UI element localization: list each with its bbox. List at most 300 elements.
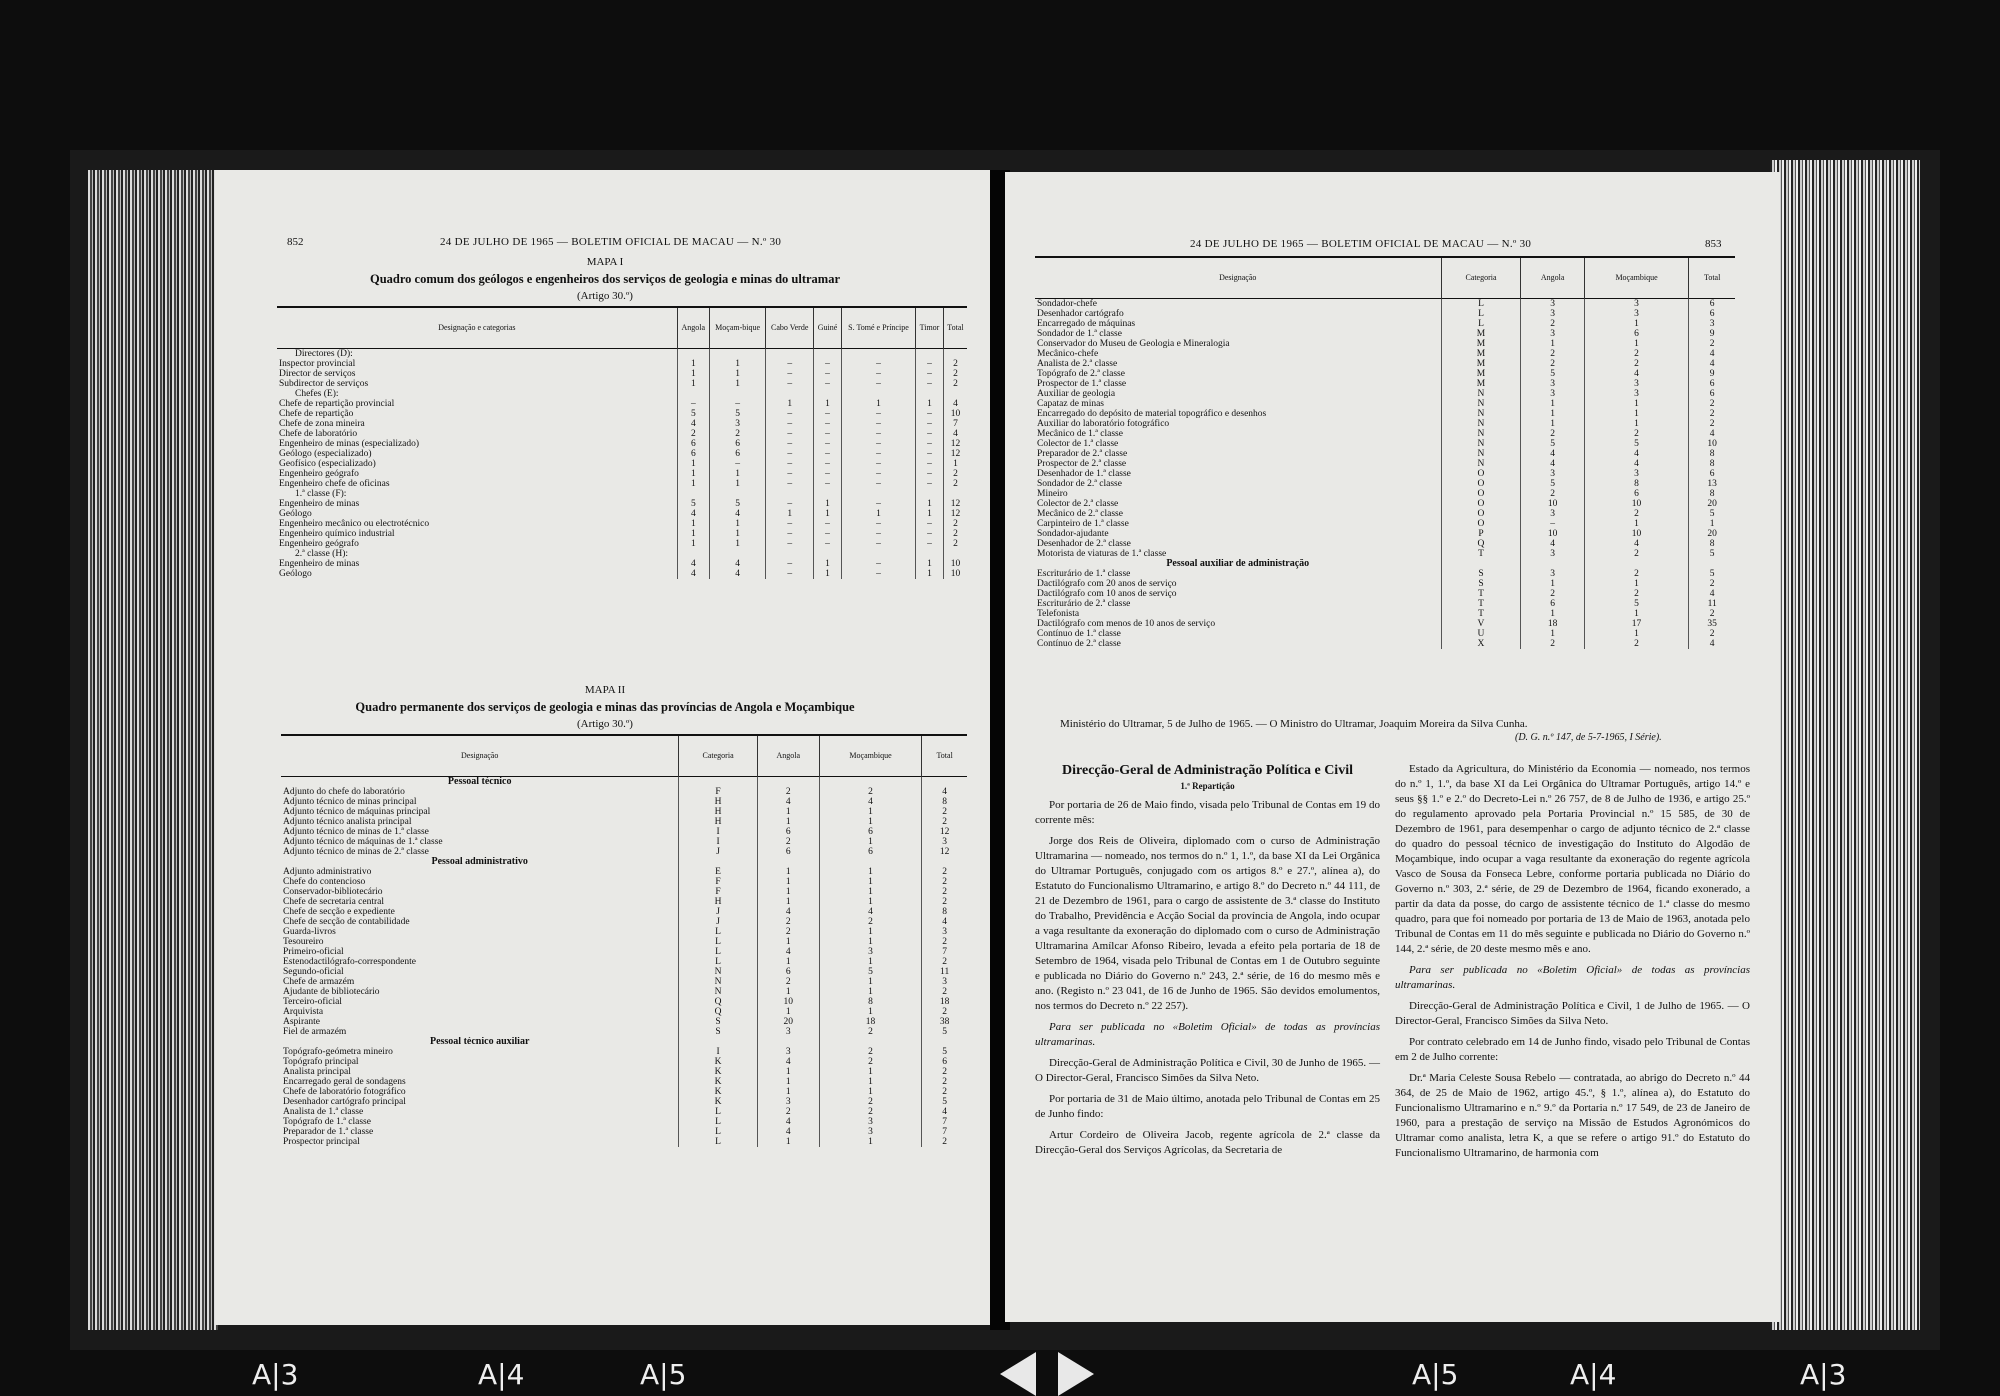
section-row	[281, 1037, 967, 1047]
row-designation: Primeiro-oficial	[281, 947, 679, 957]
table-row	[1035, 549, 1735, 559]
row-value: 2	[943, 369, 967, 379]
row-value: 1	[819, 937, 922, 947]
film-label: A|3	[1800, 1358, 1847, 1391]
empty-cell	[841, 489, 915, 499]
row-value: 35	[1689, 619, 1735, 629]
empty-cell	[922, 777, 967, 788]
row-value: –	[814, 429, 842, 439]
row-designation: Encarregado geral de sondagens	[281, 1077, 679, 1087]
row-value: 2	[922, 817, 967, 827]
row-value: 1	[916, 509, 944, 519]
table-row	[281, 1027, 967, 1037]
row-value: 1	[814, 509, 842, 519]
row-value: 1	[819, 837, 922, 847]
row-value: 6	[1584, 489, 1689, 499]
row-value: 20	[1689, 499, 1735, 509]
row-value: L	[679, 1117, 757, 1127]
row-value: F	[679, 787, 757, 797]
empty-cell	[679, 857, 757, 867]
column-header: Moçambique	[819, 735, 922, 777]
column-header: Angola	[677, 307, 709, 349]
row-value: M	[1441, 369, 1521, 379]
row-value: F	[679, 887, 757, 897]
section-title: Pessoal administrativo	[431, 857, 528, 867]
row-value: –	[709, 459, 765, 469]
empty-cell	[757, 857, 819, 867]
row-value: L	[679, 937, 757, 947]
row-value: 2	[922, 987, 967, 997]
row-value: 4	[709, 569, 765, 579]
row-value: 1	[1584, 409, 1689, 419]
row-designation: Chefe do contencioso	[281, 877, 679, 887]
row-designation: Adjunto do chefe do laboratório	[281, 787, 679, 797]
row-value: 1	[943, 459, 967, 469]
table-row	[1035, 359, 1735, 369]
row-designation: Chefe de repartição	[277, 409, 677, 419]
row-designation: Escriturário de 2.ª classe	[1035, 599, 1441, 609]
table-row	[281, 817, 967, 827]
column-header: Total	[943, 307, 967, 349]
row-value: T	[1441, 609, 1521, 619]
row-value: 4	[1521, 539, 1584, 549]
row-designation: Telefonista	[1035, 609, 1441, 619]
table-row	[1035, 299, 1735, 310]
row-designation: Colector de 2.ª classe	[1035, 499, 1441, 509]
group-title: Directores (D):	[295, 349, 353, 359]
row-value: 8	[922, 907, 967, 917]
row-value: –	[916, 409, 944, 419]
row-value: 2	[1521, 349, 1584, 359]
row-value: N	[679, 987, 757, 997]
row-value: 2	[1689, 419, 1735, 429]
row-value: 6	[757, 967, 819, 977]
row-designation: Dactilógrafo com 20 anos de serviço	[1035, 579, 1441, 589]
row-value: –	[916, 449, 944, 459]
row-designation: Terceiro-oficial	[281, 997, 679, 1007]
row-value: –	[766, 499, 814, 509]
row-value: 2	[922, 1137, 967, 1147]
table-row	[281, 987, 967, 997]
empty-cell	[819, 1037, 922, 1047]
row-value: 1	[1584, 339, 1689, 349]
row-value: 1	[841, 399, 915, 409]
row-value: 2	[819, 787, 922, 797]
film-label: A|3	[252, 1358, 299, 1391]
row-value: M	[1441, 349, 1521, 359]
table-row	[281, 1077, 967, 1087]
row-value: 5	[819, 967, 922, 977]
table-row	[277, 399, 967, 409]
column-header: Moçambique	[1584, 257, 1689, 299]
empty-cell	[1584, 559, 1689, 569]
row-value: 1	[709, 479, 765, 489]
row-value: 2	[757, 917, 819, 927]
table-row	[277, 519, 967, 529]
row-value: –	[814, 379, 842, 389]
row-value: –	[916, 519, 944, 529]
row-value: N	[679, 977, 757, 987]
row-designation: Desenhador de 1.ª classe	[1035, 469, 1441, 479]
row-value: 1	[1521, 399, 1584, 409]
film-label: A|5	[640, 1358, 687, 1391]
row-value: 6	[709, 439, 765, 449]
row-value: 2	[757, 787, 819, 797]
row-value: M	[1441, 379, 1521, 389]
row-value: 1	[1584, 609, 1689, 619]
row-value: N	[1441, 419, 1521, 429]
row-value: K	[679, 1097, 757, 1107]
table-row	[281, 1087, 967, 1097]
row-value: 1	[814, 569, 842, 579]
table-row	[1035, 609, 1735, 619]
continuation-table	[1035, 256, 1735, 649]
row-value: 12	[922, 847, 967, 857]
row-value: 1	[1521, 409, 1584, 419]
row-value: 4	[1584, 539, 1689, 549]
row-value: 6	[757, 847, 819, 857]
row-designation: Engenheiro mecânico ou electrotécnico	[277, 519, 677, 529]
running-header: 24 DE JULHO DE 1965 — BOLETIM OFICIAL DE MACAU — N.º 30	[440, 236, 782, 248]
empty-cell	[922, 857, 967, 867]
row-value: 1	[677, 379, 709, 389]
row-value: 2	[922, 957, 967, 967]
table-row	[1035, 569, 1735, 579]
empty-cell	[819, 777, 922, 788]
row-value: 3	[1521, 299, 1584, 310]
row-value: H	[679, 817, 757, 827]
table-row	[277, 439, 967, 449]
row-value: 4	[819, 907, 922, 917]
row-value: 1	[757, 1067, 819, 1077]
row-value: –	[841, 529, 915, 539]
empty-cell	[814, 489, 842, 499]
paragraph: Artur Cordeiro de Oliveira Jacob, regente agrícola de 2.ª classe da Direcção-Geral dos Serviços Agrícolas, da Secretaria de	[1035, 1129, 1380, 1156]
row-value: 2	[1584, 509, 1689, 519]
row-value: 4	[1584, 459, 1689, 469]
row-value: 5	[677, 499, 709, 509]
row-value: 3	[1584, 299, 1689, 310]
row-value: 2	[1521, 589, 1584, 599]
row-value: 6	[819, 827, 922, 837]
row-value: 3	[1521, 329, 1584, 339]
row-value: 8	[1689, 449, 1735, 459]
row-value: 4	[677, 509, 709, 519]
table-row	[277, 449, 967, 459]
row-value: 1	[757, 877, 819, 887]
right-page-edges	[1770, 160, 1920, 1330]
row-value: 4	[757, 1057, 819, 1067]
empty-cell	[766, 349, 814, 360]
row-value: 1	[819, 897, 922, 907]
right-page	[1005, 172, 1780, 1322]
left-arrow-icon	[1000, 1352, 1036, 1396]
row-value: K	[679, 1087, 757, 1097]
row-value: 1	[757, 1137, 819, 1147]
row-value: –	[841, 479, 915, 489]
empty-cell	[814, 549, 842, 559]
text-column-1	[1035, 762, 1380, 1164]
empty-cell	[677, 549, 709, 559]
row-value: 6	[1689, 469, 1735, 479]
row-value: –	[814, 419, 842, 429]
empty-cell	[766, 489, 814, 499]
row-value: F	[679, 877, 757, 887]
text-column-2	[1395, 762, 1750, 1167]
row-designation: Chefe de repartição provincial	[277, 399, 677, 409]
row-value: –	[814, 409, 842, 419]
row-value: –	[916, 439, 944, 449]
row-value: –	[916, 459, 944, 469]
empty-cell	[916, 389, 944, 399]
row-value: 2	[1521, 319, 1584, 329]
table-row	[281, 1017, 967, 1027]
table-row	[1035, 389, 1735, 399]
row-value: –	[916, 379, 944, 389]
row-value: –	[766, 369, 814, 379]
row-value: 2	[943, 379, 967, 389]
table-row	[277, 529, 967, 539]
row-value: 1	[819, 1067, 922, 1077]
table-row	[281, 977, 967, 987]
row-value: 11	[922, 967, 967, 977]
row-value: 2	[819, 917, 922, 927]
paragraph: Direcção-Geral de Administração Política e Civil, 1 de Julho de 1965. — O Director-Geral, Francisco Simões da Silva Neto.	[1395, 1000, 1750, 1027]
row-value: 8	[1584, 479, 1689, 489]
row-value: 1	[709, 379, 765, 389]
row-designation: Desenhador cartógrafo	[1035, 309, 1441, 319]
row-value: –	[814, 539, 842, 549]
right-arrow-icon	[1058, 1352, 1094, 1396]
table-row	[277, 369, 967, 379]
row-designation: Topógrafo principal	[281, 1057, 679, 1067]
row-value: 3	[1584, 309, 1689, 319]
row-designation: Preparador de 2.ª classe	[1035, 449, 1441, 459]
row-value: 13	[1689, 479, 1735, 489]
row-value: –	[841, 449, 915, 459]
row-value: 38	[922, 1017, 967, 1027]
row-value: O	[1441, 519, 1521, 529]
row-designation: Desenhador cartógrafo principal	[281, 1097, 679, 1107]
row-value: N	[1441, 409, 1521, 419]
row-value: 18	[922, 997, 967, 1007]
row-value: L	[679, 947, 757, 957]
row-value: 8	[1689, 539, 1735, 549]
row-designation: Analista de 1.ª classe	[281, 1107, 679, 1117]
empty-cell	[677, 389, 709, 399]
row-value: 12	[922, 827, 967, 837]
empty-cell	[1441, 559, 1521, 569]
paragraph: Direcção-Geral de Administração Política e Civil, 30 de Junho de 1965. — O Director-Geral, Francisco Simões da Silva Neto.	[1035, 1057, 1380, 1084]
row-value: 10	[943, 559, 967, 569]
row-designation: Guarda-livros	[281, 927, 679, 937]
empty-cell	[943, 549, 967, 559]
group-row	[277, 349, 967, 360]
row-value: 1	[677, 359, 709, 369]
row-value: –	[814, 529, 842, 539]
row-value: 2	[922, 867, 967, 877]
table-row	[277, 569, 967, 579]
table-row	[281, 907, 967, 917]
row-value: N	[679, 967, 757, 977]
row-value: Q	[1441, 539, 1521, 549]
row-value: 4	[1689, 589, 1735, 599]
table-row	[1035, 439, 1735, 449]
row-value: 2	[677, 429, 709, 439]
row-value: 1	[1521, 629, 1584, 639]
row-value: 3	[1584, 379, 1689, 389]
row-value: I	[679, 837, 757, 847]
row-designation: Engenheiro de minas	[277, 499, 677, 509]
row-value: –	[766, 479, 814, 489]
row-value: 2	[757, 1107, 819, 1117]
empty-cell	[841, 549, 915, 559]
page-number: 852	[287, 236, 304, 248]
table-row	[277, 499, 967, 509]
row-designation: Conservador-bibliotecário	[281, 887, 679, 897]
row-value: 2	[922, 807, 967, 817]
row-designation: Adjunto técnico analista principal	[281, 817, 679, 827]
film-label: A|5	[1412, 1358, 1459, 1391]
row-value: 4	[1689, 349, 1735, 359]
row-value: 1	[677, 519, 709, 529]
section-heading: Direcção-Geral de Administração Política e Civil	[1062, 763, 1353, 778]
group-title: 1.ª classe (F):	[295, 489, 347, 499]
row-value: 6	[1689, 389, 1735, 399]
row-value: 2	[922, 897, 967, 907]
table-row	[1035, 519, 1735, 529]
mapa1-table	[277, 306, 967, 579]
row-value: 3	[757, 1097, 819, 1107]
row-value: 4	[709, 559, 765, 569]
row-value: 1	[819, 877, 922, 887]
row-designation: Adjunto técnico de máquinas de 1.ª classe	[281, 837, 679, 847]
paragraph: Por contrato celebrado em 14 de Junho findo, visado pelo Tribunal de Contas em 2 de Julho corrente:	[1395, 1036, 1750, 1063]
table-row	[1035, 499, 1735, 509]
column-header: Total	[1689, 257, 1735, 299]
row-value: –	[766, 419, 814, 429]
table-row	[281, 937, 967, 947]
row-designation: Adjunto administrativo	[281, 867, 679, 877]
ministry-signoff: Ministério do Ultramar, 5 de Julho de 1965. — O Ministro do Ultramar, Joaquim Moreira da Silva Cunha.	[1060, 718, 1528, 730]
left-page-edges	[88, 170, 218, 1330]
table-row	[281, 967, 967, 977]
paragraph: Dr.ª Maria Celeste Sousa Rebelo — contratada, ao abrigo do Decreto n.º 44 364, de 25 de Maio de 1962, artigo 45.º, § 1.º, alínea a), do Estatuto do Funcionalismo Ultramarino e n.º 9.º da Portaria n.º 17 549, de 23 de Janeiro de 1960, para a prestação de serviço na Missão de Estudos Agronómicos do Ultramar como analista, letra K, a que se refere o artigo 91.º do Estatuto do Funcionalismo Ultramarino, de harmonia com	[1395, 1072, 1750, 1159]
row-value: 2	[922, 887, 967, 897]
row-designation: Engenheiro de minas (especializado)	[277, 439, 677, 449]
row-value: 12	[943, 439, 967, 449]
row-value: –	[814, 479, 842, 489]
table-row	[1035, 449, 1735, 459]
row-value: O	[1441, 489, 1521, 499]
row-value: 2	[922, 877, 967, 887]
row-value: 1	[819, 987, 922, 997]
table-row	[1035, 469, 1735, 479]
row-designation: Subdirector de serviços	[277, 379, 677, 389]
row-value: 4	[1689, 639, 1735, 649]
row-value: –	[814, 369, 842, 379]
empty-cell	[677, 489, 709, 499]
row-value: 1	[819, 927, 922, 937]
row-value: –	[841, 519, 915, 529]
row-value: 10	[1584, 529, 1689, 539]
row-value: 1	[709, 359, 765, 369]
row-value: S	[1441, 579, 1521, 589]
row-designation: Fiel de armazém	[281, 1027, 679, 1037]
table-row	[281, 787, 967, 797]
table-row	[281, 897, 967, 907]
row-value: –	[677, 399, 709, 409]
row-value: 6	[1521, 599, 1584, 609]
row-value: 8	[819, 997, 922, 1007]
row-value: 1	[757, 897, 819, 907]
row-designation: Sondador de 2.ª classe	[1035, 479, 1441, 489]
row-value: 8	[1689, 459, 1735, 469]
row-value: –	[766, 469, 814, 479]
row-value: 2	[1584, 549, 1689, 559]
row-value: –	[766, 529, 814, 539]
row-value: N	[1441, 439, 1521, 449]
row-value: 1	[916, 399, 944, 409]
row-designation: Carpinteiro de 1.ª classe	[1035, 519, 1441, 529]
row-value: 1	[916, 499, 944, 509]
row-value: N	[1441, 389, 1521, 399]
row-value: 3	[1584, 389, 1689, 399]
row-designation: Auxiliar do laboratório fotográfico	[1035, 419, 1441, 429]
row-designation: Dactilógrafo com menos de 10 anos de serviço	[1035, 619, 1441, 629]
row-value: 2	[1521, 639, 1584, 649]
row-value: 1	[709, 369, 765, 379]
row-value: –	[766, 569, 814, 579]
row-value: 4	[1689, 359, 1735, 369]
row-designation: Inspector provincial	[277, 359, 677, 369]
table-row	[281, 1127, 967, 1137]
table-row	[281, 947, 967, 957]
empty-cell	[943, 389, 967, 399]
row-designation: Chefe de secção e expediente	[281, 907, 679, 917]
row-value: 1	[757, 817, 819, 827]
table-row	[281, 927, 967, 937]
row-value: 1	[1521, 419, 1584, 429]
row-value: N	[1441, 459, 1521, 469]
row-designation: Geofísico (especializado)	[277, 459, 677, 469]
row-value: 17	[1584, 619, 1689, 629]
row-value: 9	[1689, 329, 1735, 339]
row-value: 2	[922, 1067, 967, 1077]
row-designation: Adjunto técnico de minas principal	[281, 797, 679, 807]
table-row	[281, 887, 967, 897]
row-designation: Engenheiro geógrafo	[277, 539, 677, 549]
row-value: 5	[1689, 569, 1735, 579]
row-value: –	[916, 359, 944, 369]
row-value: –	[814, 439, 842, 449]
row-value: 1	[819, 1137, 922, 1147]
row-value: –	[841, 539, 915, 549]
row-value: 5	[922, 1097, 967, 1107]
row-value: J	[679, 847, 757, 857]
row-value: 10	[1689, 439, 1735, 449]
row-value: I	[679, 1047, 757, 1057]
row-value: –	[766, 359, 814, 369]
row-designation: Mineiro	[1035, 489, 1441, 499]
row-value: 1	[677, 539, 709, 549]
row-value: 2	[943, 529, 967, 539]
row-designation: Desenhador de 2.ª classe	[1035, 539, 1441, 549]
row-value: 1	[814, 399, 842, 409]
row-designation: Contínuo de 2.ª classe	[1035, 639, 1441, 649]
row-value: H	[679, 897, 757, 907]
row-value: 2	[1521, 359, 1584, 369]
